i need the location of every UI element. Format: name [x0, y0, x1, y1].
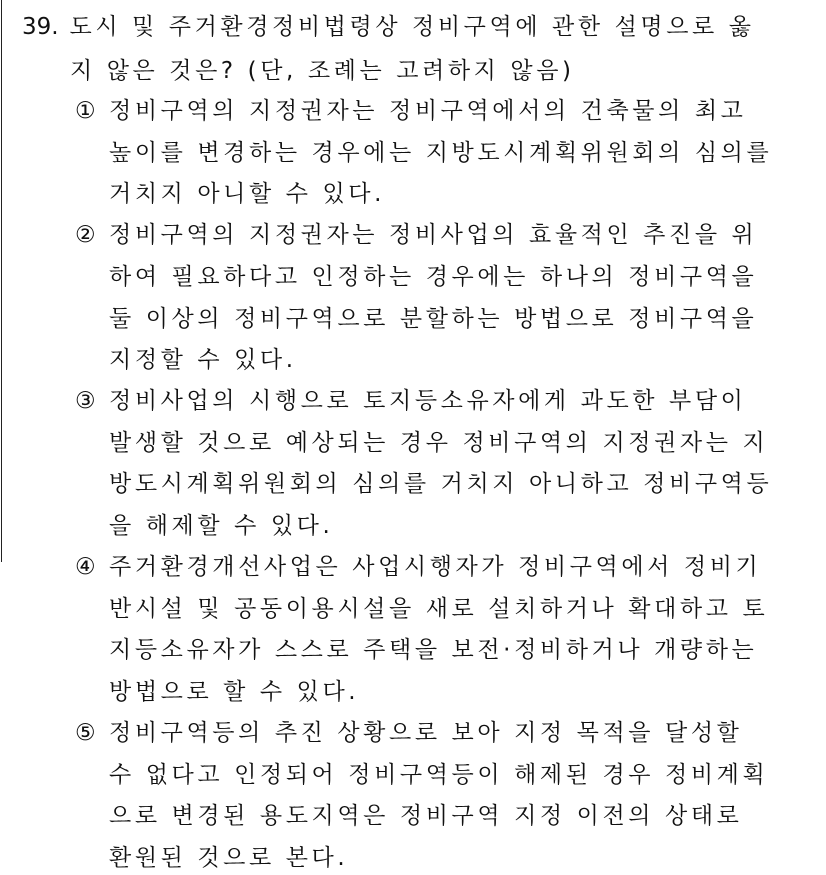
option-line: 방도시계획위원회의 심의를 거치지 아니하고 정비구역등 — [109, 471, 773, 497]
option-line: 높이를 변경하는 경우에는 지방도시계획위원회의 심의를 — [109, 140, 773, 166]
option-marker: ③ — [75, 388, 96, 414]
option-line: 지등소유자가 스스로 주택을 보전·정비하거나 개량하는 — [109, 637, 758, 663]
option-line: 지정할 수 있다. — [109, 347, 297, 373]
option-line: ③ 정비사업의 시행으로 토지등소유자에게 과도한 부담이 — [75, 384, 746, 418]
option-marker: ② — [75, 222, 96, 248]
option-line: ① 정비구역의 지정권자는 정비구역에서의 건축물의 최고 — [75, 94, 746, 128]
option-line: 거치지 아니할 수 있다. — [109, 181, 386, 207]
question-stem-line-1: 39. 도시 및 주거환경정비법령상 정비구역에 관한 설명으로 옳 — [22, 14, 755, 40]
option-line: 으로 변경된 용도지역은 정비구역 지정 이전의 상태로 — [109, 803, 743, 829]
option-line: 하여 필요하다고 인정하는 경우에는 하나의 정비구역을 — [109, 264, 758, 290]
option-marker: ④ — [75, 554, 96, 580]
option-line: ⑤ 정비구역등의 추진 상황으로 보아 지정 목적을 달성할 — [75, 716, 742, 750]
left-margin-rule — [1, 0, 2, 562]
option-marker: ⑤ — [75, 720, 96, 746]
option-line: 수 없다고 인정되어 정비구역등이 해제된 경우 정비계획 — [109, 762, 769, 788]
option-line: 반시설 및 공동이용시설을 새로 설치하거나 확대하고 토 — [109, 596, 769, 622]
option-marker: ① — [75, 98, 96, 124]
option-line: ④ 주거환경개선사업은 사업시행자가 정비구역에서 정비기 — [75, 550, 761, 584]
option-line: 환원된 것으로 본다. — [109, 845, 349, 871]
option-line: ② 정비구역의 지정권자는 정비사업의 효율적인 추진을 위 — [75, 218, 757, 252]
option-line: 발생할 것으로 예상되는 경우 정비구역의 지정권자는 지 — [109, 430, 769, 456]
option-line: 방법으로 할 수 있다. — [109, 679, 360, 705]
option-line: 둘 이상의 정비구역으로 분할하는 방법으로 정비구역을 — [109, 306, 758, 332]
question-stem-line-2: 지 않은 것은? (단, 조례는 고려하지 않음) — [70, 58, 575, 84]
question-number: 39. — [22, 14, 59, 40]
option-line: 을 해제할 수 있다. — [109, 513, 334, 539]
